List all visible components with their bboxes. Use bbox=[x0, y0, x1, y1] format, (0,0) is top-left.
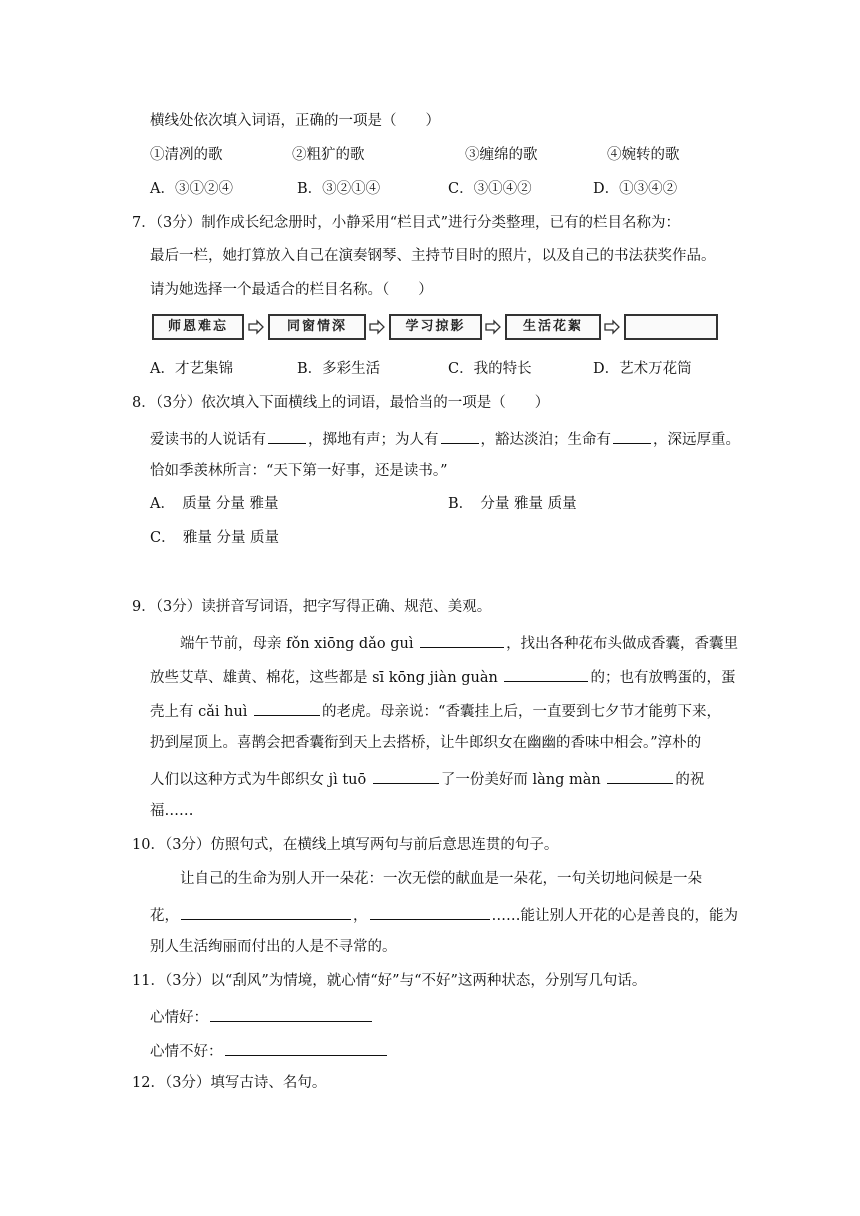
q11-good-label: 心情好： bbox=[150, 1010, 208, 1026]
q9-text: 端午节前，母亲 fǒn xiōng dǎo guì bbox=[180, 636, 419, 652]
q8-option-a: A． 质量 分量 雅量 bbox=[150, 496, 279, 512]
q8-blank-3[interactable] bbox=[613, 427, 651, 444]
q6-stem: 横线处依次填入词语，正确的一项是（ ） bbox=[150, 113, 440, 129]
q6-item-1: ①清冽的歌 bbox=[150, 147, 223, 163]
q6-option-d: D．①③④② bbox=[593, 181, 678, 197]
q6-option-c: C．③①④② bbox=[448, 181, 532, 197]
q9-blank-3[interactable] bbox=[254, 699, 320, 716]
arrow-right-icon bbox=[604, 319, 620, 335]
q10-para-line-1: 让自己的生命为别人开一朵花：一次无偿的献血是一朵花，一句关切地问候是一朵 bbox=[180, 871, 702, 887]
q10-blank-1[interactable] bbox=[181, 903, 351, 920]
q6-option-b: B．③②①④ bbox=[297, 181, 381, 197]
q9-para-line-4: 扔到屋顶上。喜鹊会把香囊衔到天上去搭桥，让牛郎织女在幽幽的香味中相会。”淳朴的 bbox=[150, 735, 702, 751]
q9-stem: 9．（3分）读拼音写词语，把字写得正确、规范、美观。 bbox=[132, 599, 492, 615]
q9-text: 壳上有 cǎi huì bbox=[150, 704, 253, 720]
column-flow-diagram bbox=[152, 314, 720, 344]
q9-text: 了一份美好而 làng màn bbox=[440, 772, 606, 788]
q9-para-line-3 bbox=[150, 699, 721, 722]
q9-blank-1[interactable] bbox=[420, 631, 504, 648]
column-box-4: 生活花絮 bbox=[505, 314, 601, 340]
q8-blank-2[interactable] bbox=[441, 427, 479, 444]
q10-blank-2[interactable] bbox=[370, 903, 490, 920]
q7-stem-line-1: 7．（3分）制作成长纪念册时，小静采用“栏目式”进行分类整理，已有的栏目名称为： bbox=[132, 215, 681, 231]
q11-bad-line bbox=[150, 1039, 389, 1062]
q11-good-blank[interactable] bbox=[210, 1005, 372, 1022]
q8-stem-line-1: 8．（3分）依次填入下面横线上的词语，最恰当的一项是（ ） bbox=[132, 395, 550, 411]
q8-text-d: ，深远厚重。 bbox=[653, 432, 740, 448]
q8-text-b: ，掷地有声；为人有 bbox=[308, 432, 439, 448]
q11-good-line bbox=[150, 1005, 374, 1028]
q8-blank-1[interactable] bbox=[268, 427, 306, 444]
column-box-3: 学习掠影 bbox=[389, 314, 482, 340]
q9-text: 的老虎。母亲说：“香囊挂上后，一直要到七夕节才能剪下来， bbox=[322, 704, 721, 720]
arrow-right-icon bbox=[248, 319, 264, 335]
q10-text: 花， bbox=[150, 908, 179, 924]
q9-text: 放些艾草、雄黄、棉花，这些都是 sī kōng jiàn guàn bbox=[150, 670, 503, 686]
q8-text-a: 爱读书的人说话有 bbox=[150, 432, 266, 448]
q9-blank-2[interactable] bbox=[504, 665, 588, 682]
q10-para-line-3: 别人生活绚丽而付出的人是不寻常的。 bbox=[150, 939, 397, 955]
column-box-empty bbox=[624, 314, 718, 340]
q12-stem: 12．（3分）填写古诗、名句。 bbox=[132, 1075, 327, 1091]
q9-text: 的祝 bbox=[675, 772, 705, 788]
q11-bad-label: 心情不好： bbox=[150, 1044, 223, 1060]
q7-option-d: D．艺术万花筒 bbox=[593, 361, 692, 377]
q8-stem-line-3: 恰如季羡林所言：“天下第一好事，还是读书。” bbox=[150, 463, 448, 479]
q9-para-line-1 bbox=[180, 631, 738, 654]
q11-stem: 11．（3分）以“刮风”为情境，就心情“好”与“不好”这两种状态，分别写几句话。 bbox=[132, 973, 647, 989]
q8-text-c: ，豁达淡泊；生命有 bbox=[480, 432, 611, 448]
q6-item-3: ③缠绵的歌 bbox=[465, 147, 538, 163]
q9-para-line-2 bbox=[150, 665, 735, 688]
q10-text: ， bbox=[353, 908, 368, 924]
q6-item-2: ②粗犷的歌 bbox=[292, 147, 365, 163]
q10-stem: 10．（3分）仿照句式，在横线上填写两句与前后意思连贯的句子。 bbox=[132, 837, 559, 853]
q10-para-line-2 bbox=[150, 903, 738, 926]
arrow-right-icon bbox=[369, 319, 385, 335]
q10-text: ……能让别人开花的心是善良的，能为 bbox=[491, 908, 738, 924]
q9-blank-4[interactable] bbox=[373, 767, 439, 784]
q8-stem-line-2 bbox=[150, 427, 740, 450]
q9-para-line-5 bbox=[150, 767, 704, 790]
q8-option-c: C． 雅量 分量 质量 bbox=[150, 530, 280, 546]
arrow-right-icon bbox=[485, 319, 501, 335]
q7-option-b: B．多彩生活 bbox=[297, 361, 381, 377]
q6-option-a: A．③①②④ bbox=[150, 181, 233, 197]
q7-stem-line-3: 请为她选择一个最适合的栏目名称。（ ） bbox=[150, 282, 433, 298]
q9-para-line-6: 福…… bbox=[150, 803, 194, 819]
column-box-1: 师恩难忘 bbox=[152, 314, 244, 340]
q7-option-c: C．我的特长 bbox=[448, 361, 532, 377]
q11-bad-blank[interactable] bbox=[225, 1039, 387, 1056]
q9-blank-5[interactable] bbox=[607, 767, 673, 784]
q8-option-b: B． 分量 雅量 质量 bbox=[448, 496, 577, 512]
q7-stem-line-2: 最后一栏，她打算放入自己在演奏钢琴、主持节目时的照片，以及自己的书法获奖作品。 bbox=[150, 248, 716, 264]
column-box-2: 同窗情深 bbox=[268, 314, 366, 340]
q9-text: 人们以这种方式为牛郎织女 jì tuō bbox=[150, 772, 371, 788]
q9-text: 的；也有放鸭蛋的，蛋 bbox=[590, 670, 736, 686]
q9-text: ，找出各种花布头做成香囊，香囊里 bbox=[506, 636, 739, 652]
q6-item-4: ④婉转的歌 bbox=[607, 147, 680, 163]
q7-option-a: A．才艺集锦 bbox=[150, 361, 233, 377]
